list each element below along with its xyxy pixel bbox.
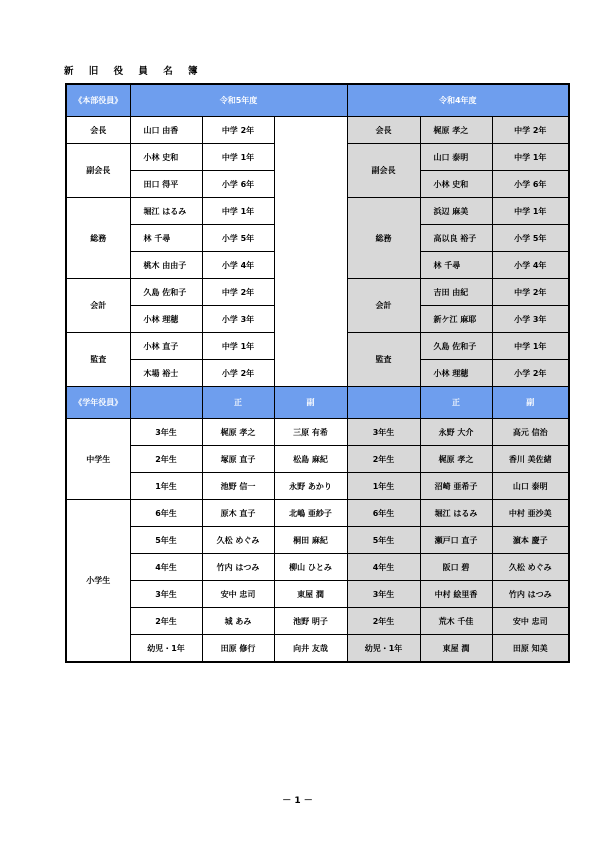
new-officer-grade: 小学 2年 (202, 360, 274, 387)
old-officer-name: 梶原 孝之 (420, 117, 492, 144)
old-role-label: 監査 (347, 333, 420, 387)
new-sei-name: 田原 修行 (202, 635, 274, 663)
old-officer-grade: 小学 2年 (492, 360, 569, 387)
old-officer-grade: 小学 6年 (492, 171, 569, 198)
new-sei-name: 塚原 直子 (202, 446, 274, 473)
old-role-label: 会長 (347, 117, 420, 144)
table-row (66, 473, 569, 500)
old-sei-name: 阪口 碧 (420, 554, 492, 581)
new-officer-name: 山口 由香 (130, 117, 202, 144)
new-officer-name: 小林 史和 (130, 144, 202, 171)
table-row (66, 581, 569, 608)
new-officer-grade: 小学 5年 (202, 225, 274, 252)
old-sei-name: 永野 大介 (420, 419, 492, 446)
old-officer-name: 浜辺 麻美 (420, 198, 492, 225)
old-grade-label: 3年生 (347, 581, 420, 608)
old-grade-label: 6年生 (347, 500, 420, 527)
old-officer-name: 新ケ江 麻耶 (420, 306, 492, 333)
new-officer-name: 久島 佐和子 (130, 279, 202, 306)
old-officer-grade: 中学 2年 (492, 279, 569, 306)
role-label: 会長 (66, 117, 130, 144)
table-row (66, 419, 569, 446)
role-label: 監査 (66, 333, 130, 387)
old-sei-name: 梶原 孝之 (420, 446, 492, 473)
old-role-label: 副会長 (347, 144, 420, 198)
old-sei-name: 中村 絵里香 (420, 581, 492, 608)
grade-label: 3年生 (130, 419, 202, 446)
table-row (66, 635, 569, 663)
old-fuku-name: 田原 知美 (492, 635, 569, 663)
old-grade-label: 4年生 (347, 554, 420, 581)
new-officer-name: 田口 得平 (130, 171, 202, 198)
division-label: 中学生 (66, 419, 130, 500)
grade-label: 1年生 (130, 473, 202, 500)
grade-label: 6年生 (130, 500, 202, 527)
old-sei-name: 瀬戸口 直子 (420, 527, 492, 554)
new-officer-grade: 中学 2年 (202, 117, 274, 144)
section-label-gakunen: 《学年役員》 (66, 387, 130, 419)
new-sei-header: 正 (202, 387, 274, 419)
new-officer-grade: 中学 1年 (202, 198, 274, 225)
old-fuku-name: 高元 信治 (492, 419, 569, 446)
grade-label: 5年生 (130, 527, 202, 554)
old-officer-grade: 中学 2年 (492, 117, 569, 144)
new-officer-grade: 小学 3年 (202, 306, 274, 333)
officer-roster-table (65, 83, 570, 663)
old-fuku-name: 安中 忠司 (492, 608, 569, 635)
old-role-label: 総務 (347, 198, 420, 279)
new-fuku-name: 北嶋 亜紗子 (274, 500, 347, 527)
old-officer-grade: 小学 5年 (492, 225, 569, 252)
new-fuku-name: 向井 友哉 (274, 635, 347, 663)
old-officer-grade: 中学 1年 (492, 144, 569, 171)
new-officer-grade: 小学 4年 (202, 252, 274, 279)
new-officer-name: 小林 理穂 (130, 306, 202, 333)
old-fuku-name: 香川 美佐緒 (492, 446, 569, 473)
old-grade-label: 1年生 (347, 473, 420, 500)
grade-label: 幼児・1年 (130, 635, 202, 663)
new-officer-name: 堀江 はるみ (130, 198, 202, 225)
new-officer-name: 木場 裕士 (130, 360, 202, 387)
old-officer-name: 吉田 由紀 (420, 279, 492, 306)
old-grade-label: 幼児・1年 (347, 635, 420, 663)
old-officer-name: 小林 理穂 (420, 360, 492, 387)
old-year-header: 令和4年度 (347, 84, 569, 117)
old-fuku-name: 濵本 慶子 (492, 527, 569, 554)
page-title: 新 旧 役 員 名 簿 (64, 66, 204, 77)
old-fuku-name: 中村 亜沙美 (492, 500, 569, 527)
old-officer-name: 林 千尋 (420, 252, 492, 279)
new-officer-name: 桃木 由由子 (130, 252, 202, 279)
table-row (66, 500, 569, 527)
honbu-header-row (66, 84, 569, 117)
role-label: 会計 (66, 279, 130, 333)
new-officer-grade: 中学 1年 (202, 144, 274, 171)
table-row (66, 527, 569, 554)
old-officer-name: 久島 佐和子 (420, 333, 492, 360)
old-officer-name: 高以良 裕子 (420, 225, 492, 252)
new-sei-name: 安中 忠司 (202, 581, 274, 608)
old-sei-header: 正 (420, 387, 492, 419)
grade-label: 2年生 (130, 446, 202, 473)
old-role-label: 会計 (347, 279, 420, 333)
old-grade-label: 5年生 (347, 527, 420, 554)
old-grade-label: 3年生 (347, 419, 420, 446)
new-fuku-name: 桐田 麻紀 (274, 527, 347, 554)
new-sei-name: 池野 信一 (202, 473, 274, 500)
old-sei-name: 荒木 千佳 (420, 608, 492, 635)
table-row (66, 554, 569, 581)
new-sei-name: 城 あみ (202, 608, 274, 635)
old-fuku-name: 山口 泰明 (492, 473, 569, 500)
table-row (66, 446, 569, 473)
table-row (66, 608, 569, 635)
blank-spacer (274, 117, 347, 387)
new-year-header: 令和5年度 (130, 84, 347, 117)
new-officer-grade: 小学 6年 (202, 171, 274, 198)
old-grade-label: 2年生 (347, 608, 420, 635)
old-officer-name: 山口 泰明 (420, 144, 492, 171)
old-officer-grade: 小学 3年 (492, 306, 569, 333)
grade-label: 2年生 (130, 608, 202, 635)
old-fuku-header: 副 (492, 387, 569, 419)
header-blank (347, 387, 420, 419)
new-fuku-name: 松島 麻紀 (274, 446, 347, 473)
new-fuku-name: 永野 あかり (274, 473, 347, 500)
role-label: 総務 (66, 198, 130, 279)
old-sei-name: 堀江 はるみ (420, 500, 492, 527)
new-officer-grade: 中学 1年 (202, 333, 274, 360)
new-officer-name: 林 千尋 (130, 225, 202, 252)
new-fuku-header: 副 (274, 387, 347, 419)
old-officer-name: 小林 史和 (420, 171, 492, 198)
old-officer-grade: 小学 4年 (492, 252, 569, 279)
new-fuku-name: 柳山 ひとみ (274, 554, 347, 581)
gakunen-header-row (66, 387, 569, 419)
new-fuku-name: 池野 明子 (274, 608, 347, 635)
grade-label: 4年生 (130, 554, 202, 581)
header-blank (130, 387, 202, 419)
old-grade-label: 2年生 (347, 446, 420, 473)
role-label: 副会長 (66, 144, 130, 198)
new-sei-name: 久松 めぐみ (202, 527, 274, 554)
new-officer-grade: 中学 2年 (202, 279, 274, 306)
new-fuku-name: 東屋 潤 (274, 581, 347, 608)
old-officer-grade: 中学 1年 (492, 333, 569, 360)
new-officer-name: 小林 直子 (130, 333, 202, 360)
old-fuku-name: 竹内 はつみ (492, 581, 569, 608)
page-number: － 1 － (282, 796, 313, 806)
division-label: 小学生 (66, 500, 130, 663)
new-sei-name: 竹内 はつみ (202, 554, 274, 581)
table-row (66, 117, 569, 144)
old-fuku-name: 久松 めぐみ (492, 554, 569, 581)
new-sei-name: 原木 直子 (202, 500, 274, 527)
old-sei-name: 沼崎 亜希子 (420, 473, 492, 500)
old-sei-name: 東屋 潤 (420, 635, 492, 663)
new-sei-name: 梶原 孝之 (202, 419, 274, 446)
section-label-honbu: 《本部役員》 (66, 84, 130, 117)
new-fuku-name: 三原 有希 (274, 419, 347, 446)
grade-label: 3年生 (130, 581, 202, 608)
old-officer-grade: 中学 1年 (492, 198, 569, 225)
